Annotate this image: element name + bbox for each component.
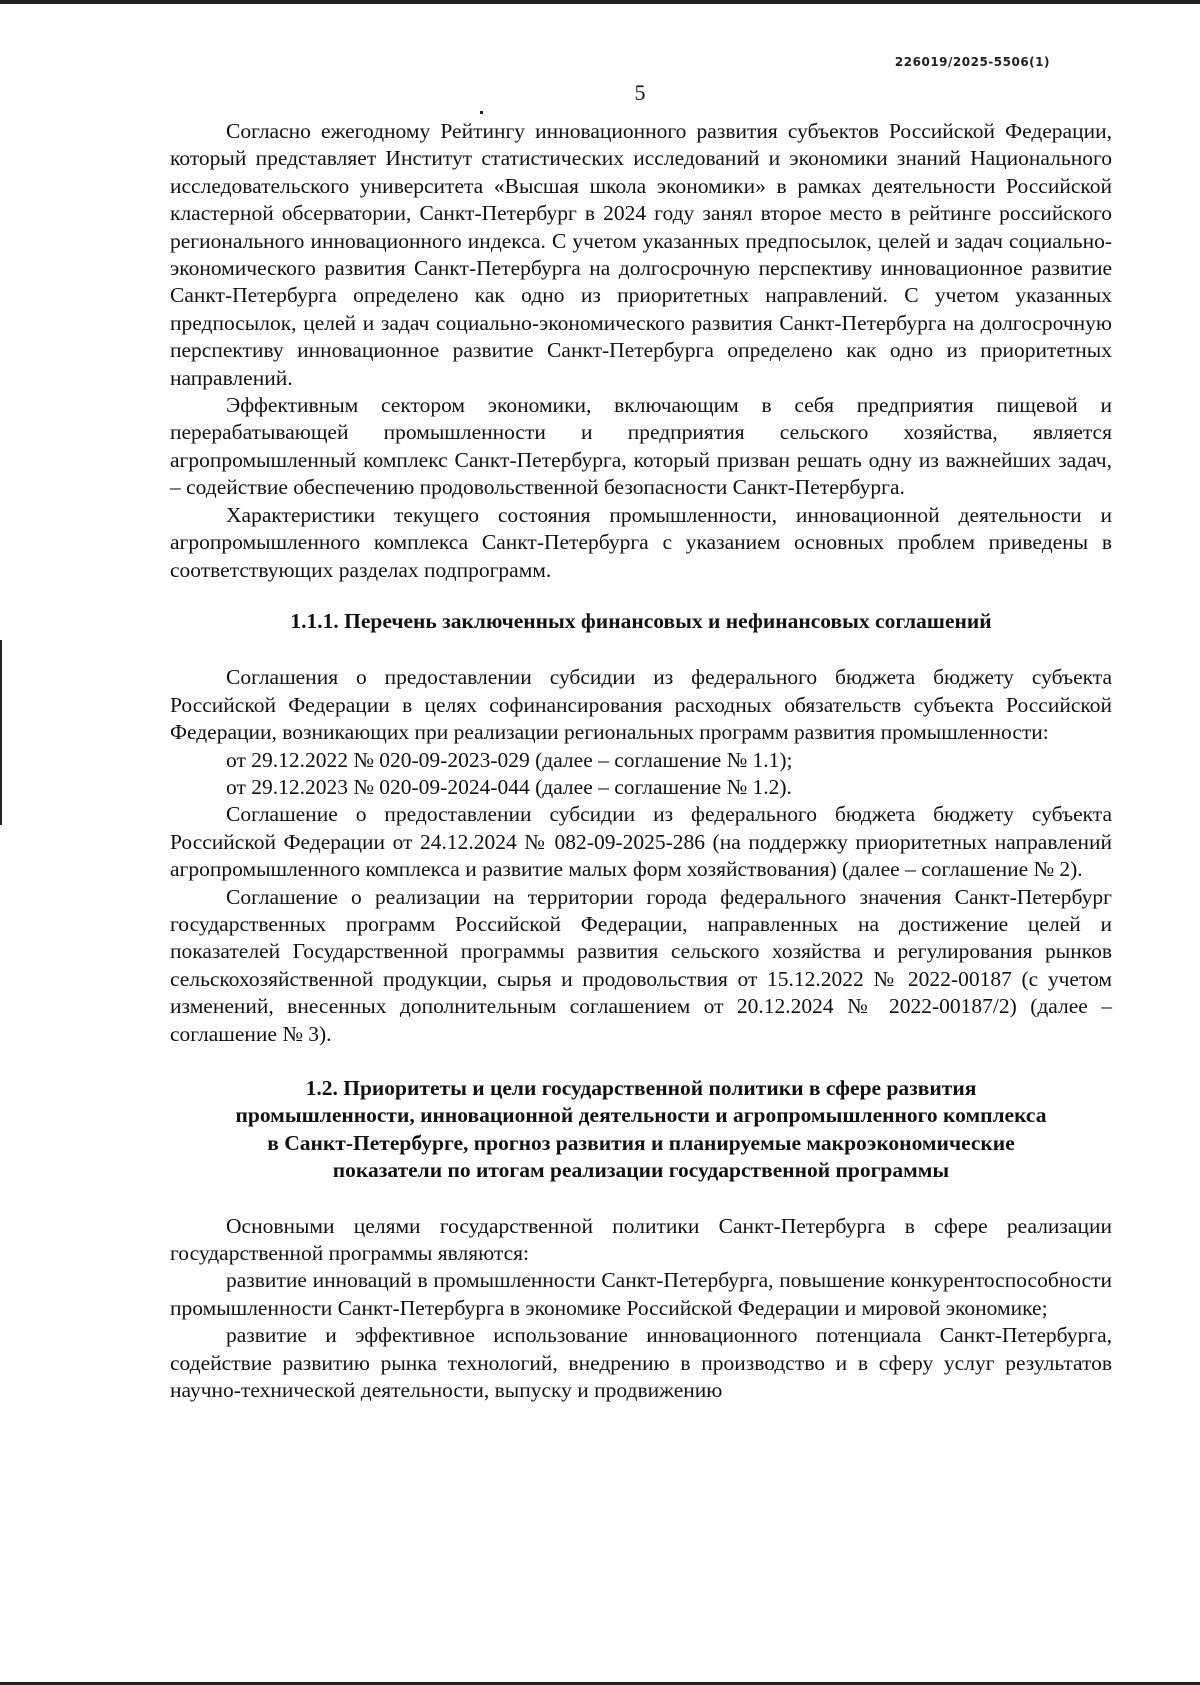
section-heading-line: в Санкт-Петербурге, прогноз развития и планируемые макроэкономические bbox=[267, 1130, 1015, 1155]
page-number-wrap bbox=[0, 80, 1200, 106]
section-heading-1-2 bbox=[170, 1075, 1112, 1185]
policy-paragraph: Основными целями государственной политики Санкт-Петербурга в сфере реализации государственной программы являются: bbox=[170, 1213, 1112, 1266]
page-number: 5 bbox=[634, 80, 646, 105]
policy-paragraph: развитие и эффективное использование инновационного потенциала Санкт-Петербурга, содействие развитию рынка технологий, внедрению в производство и в сферу услуг результатов научно-технической деятельности, выпуску и продвижению bbox=[170, 1323, 1112, 1403]
agreement-item: от 29.12.2022 № 020-09-2023-029 (далее – соглашение № 1.1); bbox=[226, 747, 793, 772]
agreement-paragraph: Соглашение о реализации на территории города федерального значения Санкт-Петербург государственных программ Российской Федерации, направленных на достижение целей и показателей Государственной программы развития сельского хозяйства и регулирования рынков сельскохозяйственной продукции, сырья и продовольствия от 15.12.2022 № 2022-00187 (с учетом изменений, внесенных дополнительным соглашением от 20.12.2024 № 2022-00187/2) (далее – соглашение № 3). bbox=[170, 884, 1112, 1046]
agreement-paragraph: Соглашение о предоставлении субсидии из федерального бюджета бюджету субъекта Российской Федерации от 24.12.2024 № 082-09-2025-286 (на поддержку приоритетных направлений агропромышленного комплекса и развитие малых форм хозяйствования) (далее – соглашение № 2). bbox=[170, 802, 1112, 882]
agreements-paragraph: Соглашения о предоставлении субсидии из федерального бюджета бюджету субъекта Российской Федерации в целях софинансирования расходных обязательств субъекта Российской Федерации, возникающих при реализации региональных программ развития промышленности: bbox=[170, 665, 1112, 745]
section-heading-line: показатели по итогам реализации государственной программы bbox=[332, 1158, 950, 1183]
scan-top-edge bbox=[0, 0, 1200, 4]
section-heading-line: 1.2. Приоритеты и цели государственной политики в сфере развития bbox=[305, 1076, 977, 1100]
section-heading-line: промышленности, инновационной деятельности и агропромышленного комплекса bbox=[235, 1103, 1047, 1128]
policy-paragraph: развитие инноваций в промышленности Санкт-Петербурга, повышение конкурентоспособности промышленности Санкт-Петербурга в экономике Российской Федерации и мировой экономике; bbox=[170, 1268, 1112, 1320]
intro-paragraph: Характеристики текущего состояния промышленности, инновационной деятельности и агропромышленного комплекса Санкт-Петербурга с указанием основных проблем приведены в соответствующих разделах подпрограмм. bbox=[170, 502, 1112, 582]
scan-dot bbox=[480, 111, 483, 114]
document-number: 226019/2025-5506(1) bbox=[894, 55, 1050, 69]
intro-paragraph: Эффективным сектором экономики, включающим в себя предприятия пищевой и перерабатывающей промышленности и предприятия сельского хозяйства, является агропромышленный комплекс Санкт-Петербурга, который призван решать одну из важнейших задач, – содействие обеспечению продовольственной безопасности Санкт-Петербурга. bbox=[170, 393, 1112, 500]
intro-paragraph: Согласно ежегодному Рейтингу инновационного развития субъектов Российской Федерации, который представляет Институт статистических исследований и экономики знаний Национального исследовательского университета «Высшая школа экономики» в рамках деятельности Российской кластерной обсерватории, Санкт-Петербург в 2024 году занял второе место в рейтинге российского регионального инновационного индекса. С учетом указанных предпосылок, целей и задач социально-экономического развития Санкт-Петербурга на долгосрочную перспективу инновационное развитие Санкт-Петербурга определено как одно из приоритетных направлений. С учетом указанных предпосылок, целей и задач социально-экономического развития Санкт-Петербурга на долгосрочную перспективу инновационное развитие Санкт-Петербурга определено как одно из приоритетных направлений. bbox=[170, 119, 1112, 390]
section-heading-1-1-1: 1.1.1. Перечень заключенных финансовых и нефинансовых соглашений bbox=[290, 608, 992, 633]
document-body bbox=[170, 118, 1112, 1404]
scan-left-mark bbox=[0, 640, 2, 825]
agreement-item: от 29.12.2023 № 020-09-2024-044 (далее – соглашение № 1.2). bbox=[226, 774, 792, 799]
